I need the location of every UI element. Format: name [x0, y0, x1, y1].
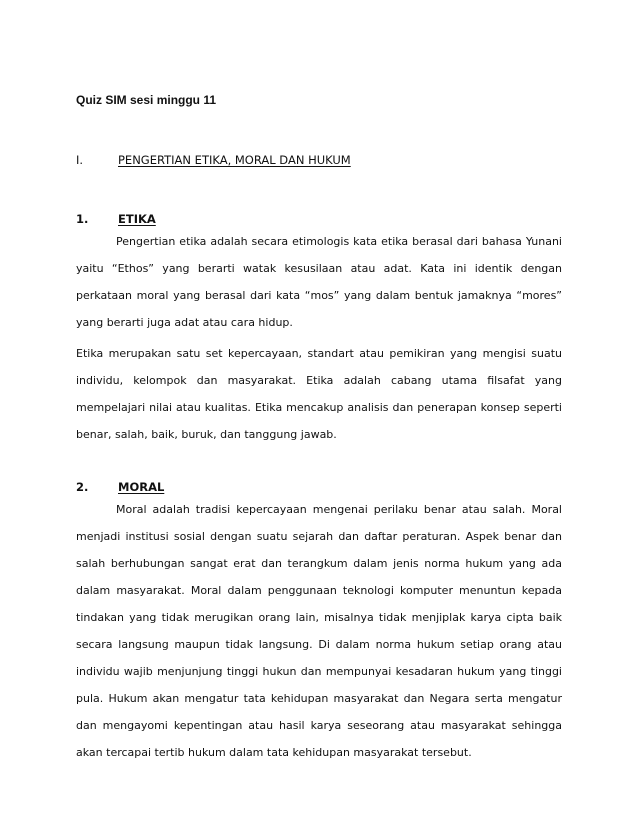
section-heading-main	[76, 153, 351, 167]
section-heading-moral	[76, 480, 164, 494]
section-title-moral: MORAL	[118, 480, 165, 494]
section-number-moral: 2.	[76, 480, 89, 494]
section-title-etika: ETIKA	[118, 212, 156, 226]
section-number-etika: 1.	[76, 212, 89, 226]
moral-paragraph-1: Moral adalah tradisi kepercayaan mengenai perilaku benar atau salah. Moral menjadi institusi sosial dengan suatu sejarah dan daftar peraturan. Aspek benar dan salah berhubungan sangat erat dan terangkum dalam jenis norma hukum yang ada dalam masyarakat. Moral dalam penggunaan teknologi komputer menuntun kepada tindakan yang tidak merugikan orang lain, misalnya tidak menjiplak karya cipta baik secara langsung maupun tidak langsung. Di dalam norma hukum setiap orang atau individu wajib menjunjung tinggi hukun dan mempunyai kesadaran hukum yang tinggi pula. Hukum akan mengatur tata kehidupan masyarakat dan Negara serta mengatur dan mengayomi kepentingan atau hasil karya seseorang atau masyarakat sehingga akan tercapai tertib hukum dalam tata kehidupan masyarakat tersebut.	[76, 503, 562, 759]
section-number-main: I.	[76, 153, 84, 167]
etika-paragraph-2: Etika merupakan satu set kepercayaan, standart atau pemikiran yang mengisi suatu individu, kelompok dan masyarakat. Etika adalah cabang utama filsafat yang mempelajari nilai atau kualitas. Etika mencakup analisis dan penerapan konsep seperti benar, salah, baik, buruk, dan tanggung jawab.	[76, 347, 562, 441]
section-heading-etika	[76, 212, 156, 226]
section-title-main: PENGERTIAN ETIKA, MORAL DAN HUKUM	[118, 153, 351, 167]
etika-paragraph-1: Pengertian etika adalah secara etimologis kata etika berasal dari bahasa Yunani yaitu “Ethos” yang berarti watak kesusilaan atau adat. Kata ini identik dengan perkataan moral yang berasal dari kata “mos” yang dalam bentuk jamaknya “mores” yang berarti juga adat atau cara hidup.	[76, 235, 562, 329]
document-title: Quiz SIM sesi minggu 11	[76, 93, 217, 107]
